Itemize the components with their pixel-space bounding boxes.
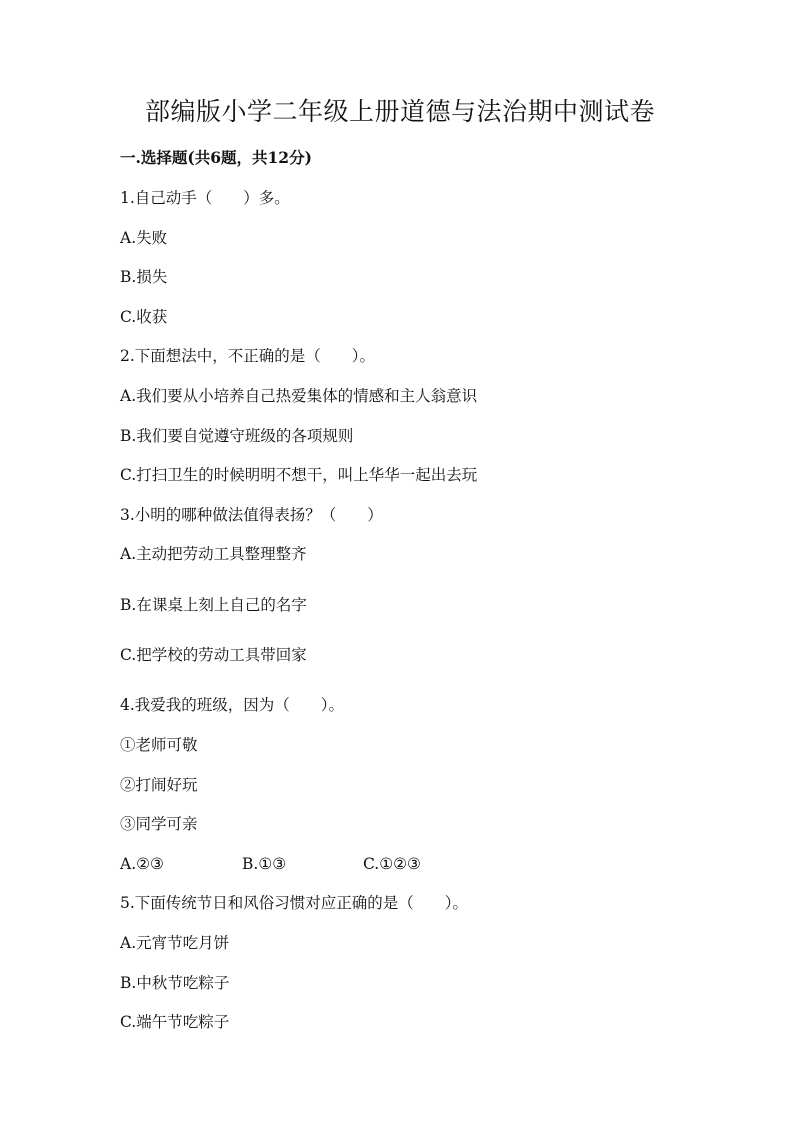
page-title: 部编版小学二年级上册道德与法治期中测试卷 xyxy=(144,97,655,126)
question-1-option-a: A.失败 xyxy=(120,229,168,247)
question-4-item-2: ②打闹好玩 xyxy=(120,776,198,794)
question-5-option-b: B.中秋节吃粽子 xyxy=(120,974,230,992)
question-2-stem: 2.下面想法中，不正确的是（ ）。 xyxy=(120,347,376,365)
question-5-option-a: A.元宵节吃月饼 xyxy=(120,934,230,952)
question-4-stem: 4.我爱我的班级，因为（ ）。 xyxy=(120,696,345,714)
question-2-option-a: A.我们要从小培养自己热爱集体的情感和主人翁意识 xyxy=(120,387,478,405)
question-4-item-1: ①老师可敬 xyxy=(120,736,198,754)
question-1-option-b: B.损失 xyxy=(120,268,168,286)
section-heading: 一.选择题(共6题，共12分) xyxy=(120,148,312,167)
question-4-item-3: ③同学可亲 xyxy=(120,815,198,833)
question-3-option-b: B.在课桌上刻上自己的名字 xyxy=(120,596,307,614)
question-5-stem: 5.下面传统节日和风俗习惯对应正确的是（ ）。 xyxy=(120,894,469,912)
question-4-option-a: A.②③ xyxy=(120,855,164,873)
question-1-option-c: C.收获 xyxy=(120,308,168,326)
question-3-option-c: C.把学校的劳动工具带回家 xyxy=(120,646,307,664)
question-1-stem: 1.自己动手（ ）多。 xyxy=(120,189,290,207)
question-5-option-c: C.端午节吃粽子 xyxy=(120,1013,230,1031)
question-2-option-c: C.打扫卫生的时候明明不想干，叫上华华一起出去玩 xyxy=(120,466,478,484)
question-2-option-b: B.我们要自觉遵守班级的各项规则 xyxy=(120,427,354,445)
question-4-option-c: C.①②③ xyxy=(363,855,421,873)
question-4-option-b: B.①③ xyxy=(242,855,287,873)
question-3-option-a: A.主动把劳动工具整理整齐 xyxy=(120,545,307,563)
question-3-stem: 3.小明的哪种做法值得表扬？（ ） xyxy=(120,506,383,524)
